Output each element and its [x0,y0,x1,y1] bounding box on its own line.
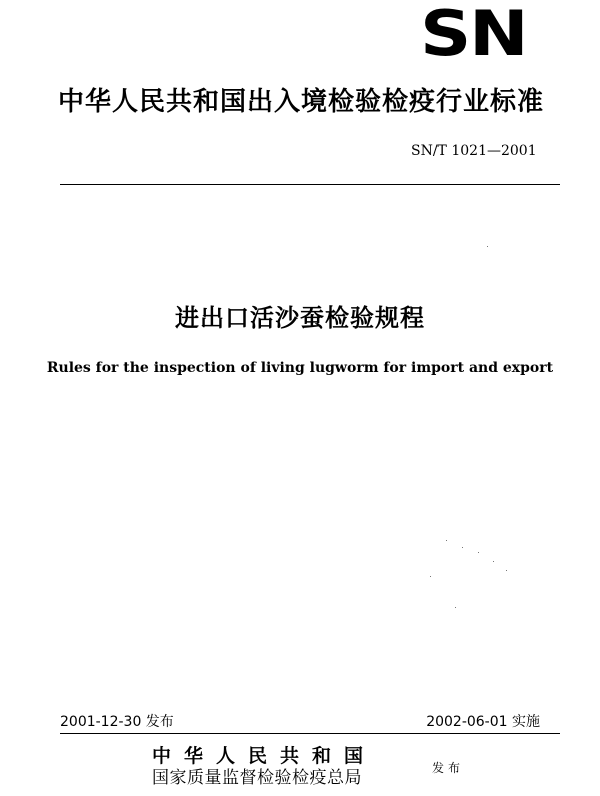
document-title-english: Rules for the inspection of living lugworm for import and export [46,360,554,376]
issuer-agency: 国家质量监督检验检疫总局 [152,768,362,788]
standard-code: SN/T 1021—2001 [411,143,537,159]
implementation-date: 2002-06-01 实施 [426,714,540,730]
issuer-country: 中华人民共和国 [152,745,377,767]
scan-speck [446,540,447,541]
document-title-chinese: 进出口活沙蚕检验规程 [175,304,425,332]
scan-speck [487,246,488,247]
publish-label: 发布 [432,761,465,775]
footer-divider [60,733,560,734]
header-divider [60,184,560,185]
scan-speck [478,552,479,553]
scan-speck [493,561,494,562]
issue-date: 2001-12-30 发布 [60,714,174,730]
sn-logo: SN [420,0,527,70]
organization-title: 中华人民共和国出入境检验检疫行业标准 [58,87,545,117]
scan-speck [430,576,431,577]
scan-speck [506,570,507,571]
scan-speck [462,547,463,548]
scan-speck [455,607,456,608]
